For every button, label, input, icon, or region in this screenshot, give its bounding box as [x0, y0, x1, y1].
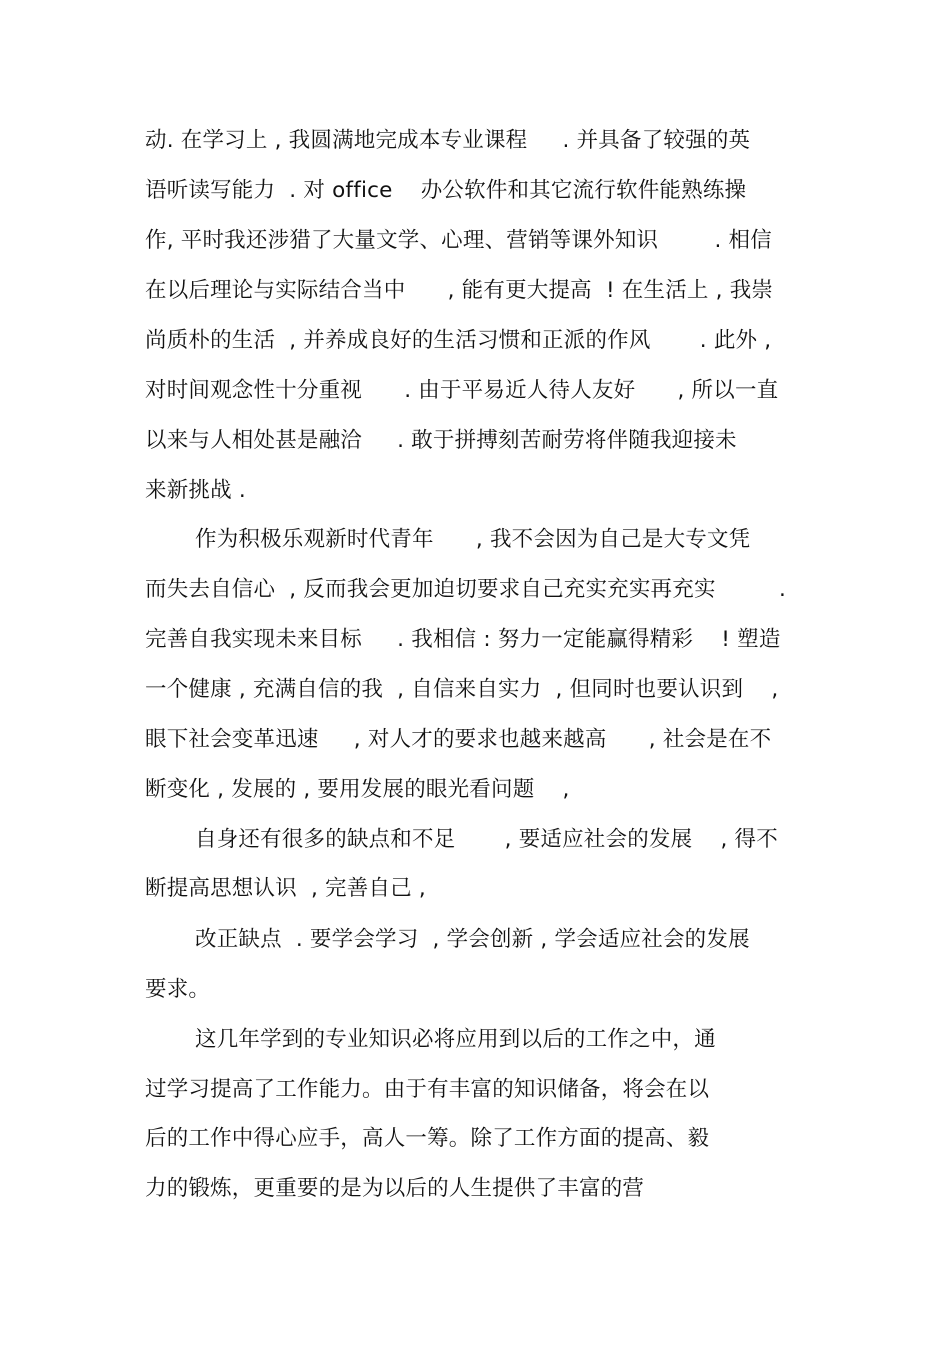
- text-line: 自身还有很多的缺点和不足 , 要适应社会的发展 , 得不: [195, 827, 778, 852]
- text-line: 对时间观念性十分重视 . 由于平易近人待人友好 , 所以一直: [145, 378, 779, 403]
- text-line: 在以后理论与实际结合当中 , 能有更大提高 ! 在生活上 , 我崇: [145, 278, 774, 303]
- text-line: 改正缺点 . 要学会学习 , 学会创新 , 学会适应社会的发展: [195, 927, 750, 952]
- text-line: 后的工作中得心应手，高人一筹。除了工作方面的提高、毅: [145, 1126, 710, 1151]
- text-line: 断变化 , 发展的 , 要用发展的眼光看问题 ,: [145, 777, 570, 802]
- text-line: 过学习提高了工作能力。由于有丰富的知识储备，将会在以: [145, 1077, 710, 1102]
- text-line: 尚质朴的生活 , 并养成良好的生活习惯和正派的作风 . 此外 ,: [145, 328, 772, 353]
- text-line: 作为积极乐观新时代青年 , 我不会因为自己是大专文凭: [195, 527, 751, 552]
- text-line: 完善自我实现未来目标 . 我相信 : 努力一定能赢得精彩 ! 塑造: [145, 627, 781, 652]
- text-line: 来新挑战 .: [145, 478, 246, 503]
- text-line: 而失去自信心 , 反而我会更加迫切要求自己充实充实再充实 .: [145, 577, 786, 602]
- text-line: 要求。: [145, 977, 211, 1002]
- text-line: 以来与人相处甚是融洽 . 敢于拼搏刻苦耐劳将伴随我迎接未: [145, 428, 737, 453]
- text-line: 动. 在学习上 , 我圆满地完成本专业课程 . 并具备了较强的英: [145, 128, 751, 153]
- text-line: 眼下社会变革迅速 , 对人才的要求也越来越高 , 社会是在不: [145, 727, 772, 752]
- text-line: 一个健康 , 充满自信的我 , 自信来自实力 , 但同时也要认识到 ,: [145, 677, 779, 702]
- text-line: 断提高思想认识 , 完善自己 ,: [145, 876, 426, 901]
- text-line: 这几年学到的专业知识必将应用到以后的工作之中，通: [195, 1027, 716, 1052]
- text-line: 作, 平时我还涉猎了大量文学、心理、营销等课外知识 . 相信: [145, 228, 772, 253]
- text-line: 语听读写能力 . 对 office 办公软件和其它流行软件能熟练操: [145, 178, 747, 203]
- text-line: 力的锻炼，更重要的是为以后的人生提供了丰富的营: [145, 1176, 645, 1201]
